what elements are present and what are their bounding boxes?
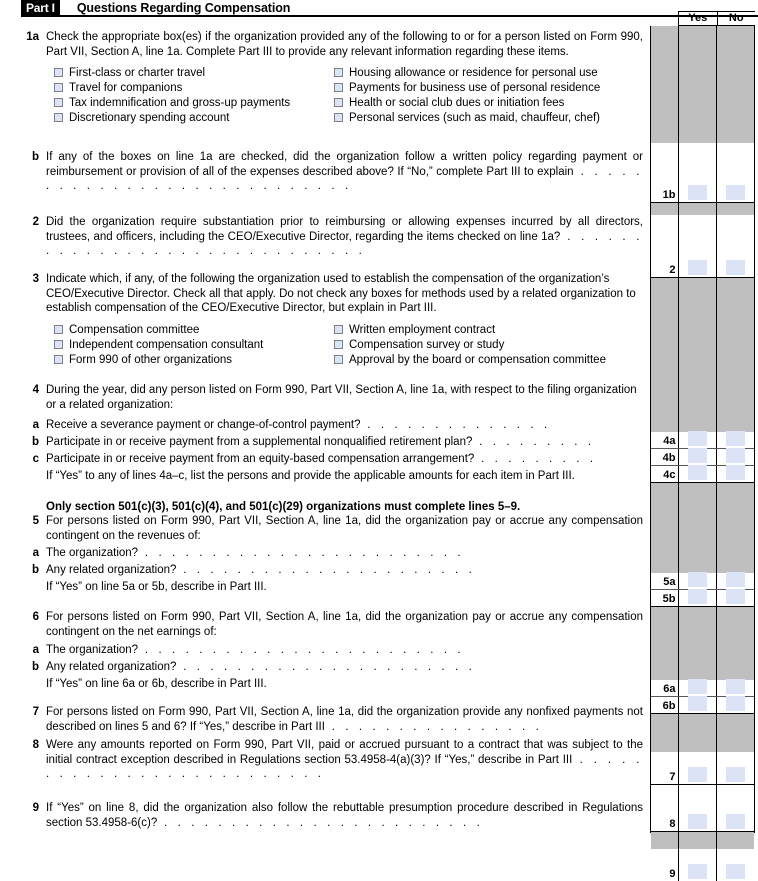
answer-row-6a <box>651 680 754 697</box>
checkbox-label: Compensation committee <box>69 324 200 336</box>
part-number-tag: Part I <box>21 0 60 15</box>
part-title: Questions Regarding Compensation <box>76 0 291 15</box>
leader-dots-4a: . . . . . . . . . . . . . . <box>360 419 551 431</box>
checkbox-housing-allowance[interactable] <box>334 66 598 80</box>
answer-box-4c-no[interactable] <box>726 465 745 480</box>
answer-box-4b-no[interactable] <box>726 448 745 463</box>
checkbox-icon[interactable] <box>54 355 63 364</box>
answer-row-1b-no[interactable] <box>716 143 754 202</box>
question-7 <box>20 705 645 734</box>
question-4c <box>20 452 645 467</box>
question-4b-text <box>46 435 643 450</box>
only-section-note-text: Only section 501(c)(3), 501(c)(4), and 501(c)(29) organizations must complete lines 5–9. <box>46 501 521 513</box>
answer-box-5b-no[interactable] <box>726 589 745 604</box>
answer-row-4b-yes[interactable] <box>678 449 716 465</box>
question-4c-text <box>46 452 643 467</box>
leader-dots-5a: . . . . . . . . . . . . . . . . . . . . . . . . <box>138 547 465 559</box>
question-1a <box>20 30 645 59</box>
question-6b-text <box>46 660 643 675</box>
question-1b-label: b <box>31 151 39 163</box>
answer-row-6b-yes[interactable] <box>678 697 716 713</box>
answer-box-9-no[interactable] <box>726 864 745 879</box>
question-8-text <box>46 738 643 782</box>
answer-row-5b-yes[interactable] <box>678 590 716 606</box>
checkbox-form-990-other-orgs[interactable] <box>54 353 232 367</box>
answer-row-4c-no[interactable] <box>716 466 754 482</box>
checkbox-label: Travel for companions <box>69 82 183 94</box>
answer-box-4b-yes[interactable] <box>688 448 707 463</box>
answer-box-6b-no[interactable] <box>726 696 745 711</box>
question-6a <box>20 643 645 658</box>
answer-row-6a-number: 6a <box>663 683 676 695</box>
answer-row-9-no[interactable] <box>716 849 754 881</box>
question-1a-label: 1a <box>26 31 39 43</box>
checkbox-health-club-dues[interactable] <box>334 96 564 110</box>
checkbox-icon[interactable] <box>54 113 63 122</box>
question-6 <box>20 610 645 639</box>
question-4a-body: Receive a severance payment or change-of-control payment? <box>46 419 361 431</box>
leader-dots-2: . . . . . . . . . . . . . . . . . . . . . . . . . . . . . . <box>46 230 644 258</box>
checkbox-label: Written employment contract <box>349 324 496 336</box>
answer-row-8 <box>651 785 754 832</box>
answer-box-5a-no[interactable] <box>726 572 745 587</box>
answer-row-5a-no[interactable] <box>716 573 754 589</box>
answer-box-6a-yes[interactable] <box>688 679 707 694</box>
answer-row-6b-no[interactable] <box>716 697 754 713</box>
answer-row-7-number: 7 <box>669 771 676 783</box>
checkbox-compensation-survey[interactable] <box>334 338 504 352</box>
answer-box-1b-yes[interactable] <box>688 185 707 200</box>
checkbox-icon[interactable] <box>334 83 343 92</box>
question-1b <box>20 150 645 194</box>
question-7-body: For persons listed on Form 990, Part VII, Section A, line 1a, did the organization provide any nonfixed payments not described on lines 5 and 6? If “Yes,” describe in Part III <box>46 706 643 733</box>
leader-dots-6b: . . . . . . . . . . . . . . . . . . . . . . <box>176 661 476 673</box>
answer-row-7-no[interactable] <box>716 752 754 784</box>
question-9-text <box>46 801 643 830</box>
answer-row-5a-yes[interactable] <box>678 573 716 589</box>
answer-row-5b <box>651 590 754 607</box>
checkbox-icon[interactable] <box>54 68 63 77</box>
answer-column <box>650 11 755 880</box>
leader-dots-4c: . . . . . . . . . <box>474 453 597 465</box>
answer-row-1b <box>651 143 754 203</box>
checkbox-personal-services[interactable] <box>334 111 600 125</box>
answer-row-5b-number: 5b <box>662 593 676 605</box>
leader-dots-4b: . . . . . . . . . <box>472 436 595 448</box>
answer-box-8-no[interactable] <box>726 814 745 829</box>
answer-box-2-no[interactable] <box>726 260 745 275</box>
checkbox-icon[interactable] <box>54 98 63 107</box>
checkbox-label: Personal services (such as maid, chauffeur, chef) <box>349 112 600 124</box>
question-2 <box>20 215 645 259</box>
question-2-label: 2 <box>32 216 39 228</box>
question-5-text: For persons listed on Form 990, Part VII, Section A, line 1a, did the organization pay or accrue any compensation contingent on the revenues of: <box>46 515 643 542</box>
checkbox-label: Payments for business use of personal residence <box>349 82 601 94</box>
checkbox-label: Independent compensation consultant <box>69 339 264 351</box>
answer-box-1b-no[interactable] <box>726 185 745 200</box>
question-4 <box>20 383 645 412</box>
question-3-label: 3 <box>32 273 39 285</box>
only-section-note <box>20 500 645 515</box>
answer-row-4b-no[interactable] <box>716 449 754 465</box>
question-4c-body: Participate in or receive payment from an equity-based compensation arrangement? <box>46 453 475 465</box>
question-4a-label: a <box>32 419 39 431</box>
answer-box-7-no[interactable] <box>726 767 745 782</box>
question-4-label: 4 <box>32 384 39 396</box>
question-5b-body: Any related organization? <box>46 564 177 576</box>
question-5a-label: a <box>32 547 39 559</box>
checkbox-icon[interactable] <box>334 98 343 107</box>
question-4-note <box>20 469 645 484</box>
checkbox-icon[interactable] <box>54 83 63 92</box>
question-6a-label: a <box>32 644 39 656</box>
question-1a-text: Check the appropriate box(es) if the organization provided any of the following to or for a person listed on Form 990, Part VII, Section A, line 1a. Complete Part III to provide any relevant information regarding these items. <box>46 31 643 58</box>
leader-dots-9: . . . . . . . . . . . . . . . . . . . . . . . . <box>157 816 484 829</box>
question-6-note-text: If “Yes” on line 6a or 6b, describe in Part III. <box>46 678 267 690</box>
question-9-body: If “Yes” on line 8, did the organization also follow the rebuttable presumption procedure described in Regulations section 53.4958-6(c)? <box>46 802 643 829</box>
answer-row-4a-yes[interactable] <box>678 432 716 448</box>
answer-box-2-yes[interactable] <box>688 260 707 275</box>
question-9-label: 9 <box>32 802 39 814</box>
answer-row-6-intro-shaded <box>651 607 754 680</box>
question-6a-body: The organization? <box>46 644 139 656</box>
question-2-body: Did the organization require substantiation prior to reimbursing or allowing expenses incurred by all directors, trustees, and officers, including the CEO/Executive Director, regarding the items checked on line 1a? <box>46 216 643 243</box>
question-5-label: 5 <box>32 515 39 527</box>
checkbox-discretionary-spending[interactable] <box>54 111 229 125</box>
checkbox-label: Health or social club dues or initiation fees <box>349 97 565 109</box>
answer-row-8-yes[interactable] <box>678 785 716 831</box>
question-8-body: Were any amounts reported on Form 990, Part VII, paid or accrued pursuant to a contract that was subject to the initial contract exception described in Regulations section 53.4958-4(a)(3)? If “Yes,” describe in Part III <box>46 739 643 766</box>
answer-row-5b-no[interactable] <box>716 590 754 606</box>
question-5a-body: The organization? <box>46 547 139 559</box>
checkbox-travel-for-companions[interactable] <box>54 81 182 95</box>
answer-row-9-yes[interactable] <box>678 849 716 881</box>
question-5 <box>20 514 645 543</box>
question-1b-text <box>46 150 643 194</box>
leader-dots-7: . . . . . . . . . . . . . . . . <box>324 720 543 733</box>
checkbox-icon[interactable] <box>334 68 343 77</box>
answer-row-5-intro-shaded <box>651 483 754 573</box>
checkbox-icon[interactable] <box>334 325 343 334</box>
answer-row-8-no[interactable] <box>716 785 754 831</box>
answer-spacer-3 <box>651 832 754 849</box>
question-4b-label: b <box>31 436 39 448</box>
question-6b-body: Any related organization? <box>46 661 177 673</box>
question-5-note <box>20 580 645 595</box>
checkbox-written-employment-contract[interactable] <box>334 323 495 337</box>
checkbox-label: Form 990 of other organizations <box>69 354 233 366</box>
leader-dots-6a: . . . . . . . . . . . . . . . . . . . . . . . . <box>138 644 465 656</box>
answer-row-6b <box>651 697 754 714</box>
checkbox-icon[interactable] <box>334 340 343 349</box>
answer-rows <box>650 26 755 880</box>
checkbox-icon[interactable] <box>54 340 63 349</box>
answer-row-1b-yes[interactable] <box>678 143 716 202</box>
question-4b <box>20 435 645 450</box>
question-5a-text <box>46 546 643 561</box>
checkbox-icon[interactable] <box>334 355 343 364</box>
question-6a-text <box>46 643 643 658</box>
question-6-note <box>20 677 645 692</box>
answer-row-9 <box>651 849 754 881</box>
answer-row-9-number: 9 <box>669 868 676 880</box>
checkbox-label: Housing allowance or residence for personal use <box>349 67 598 79</box>
answer-row-3-shaded <box>651 278 754 432</box>
checkbox-independent-consultant[interactable] <box>54 338 263 352</box>
question-1b-body: If any of the boxes on line 1a are checked, did the organization follow a written policy regarding payment or reimbursement or provision of all of the expenses described above? If “No,” complete Part III to explain <box>46 151 643 178</box>
checkbox-icon[interactable] <box>54 325 63 334</box>
question-6-text: For persons listed on Form 990, Part VII, Section A, line 1a, did the organization pay or accrue any compensation contingent on the net earnings of: <box>46 611 643 638</box>
question-8 <box>20 738 645 782</box>
checkbox-label: First-class or charter travel <box>69 67 206 79</box>
checkbox-compensation-committee[interactable] <box>54 323 199 337</box>
answer-box-5b-yes[interactable] <box>688 589 707 604</box>
question-7-text <box>46 705 643 734</box>
leader-dots-8: . . . . . . . . . . . . . . . . . . . . . . . . . . <box>46 753 643 781</box>
yes-column-header: Yes <box>678 12 717 25</box>
answer-row-6b-number: 6b <box>662 700 676 712</box>
leader-dots-5b: . . . . . . . . . . . . . . . . . . . . . . <box>176 564 476 576</box>
question-4a <box>20 418 645 433</box>
question-5b-text <box>46 563 643 578</box>
question-2-text <box>46 215 643 259</box>
checkbox-label: Compensation survey or study <box>349 339 505 351</box>
answer-box-6b-yes[interactable] <box>688 696 707 711</box>
answer-row-4a-number: 4a <box>663 435 676 447</box>
answer-row-5a <box>651 573 754 590</box>
yes-no-header <box>678 11 755 26</box>
checkbox-label: Approval by the board or compensation committee <box>349 354 606 366</box>
checkbox-label: Tax indemnification and gross-up payments <box>69 97 291 109</box>
checkbox-label: Discretionary spending account <box>69 112 230 124</box>
answer-row-8-number: 8 <box>669 818 676 830</box>
question-4-text: During the year, did any person listed on Form 990, Part VII, Section A, line 1a, with respect to the filing organization or a related organization: <box>46 384 637 411</box>
answer-row-6a-yes[interactable] <box>678 680 716 696</box>
answer-box-4c-yes[interactable] <box>688 465 707 480</box>
answer-row-1b-number: 1b <box>662 189 676 201</box>
answer-box-8-yes[interactable] <box>688 814 707 829</box>
answer-box-7-yes[interactable] <box>688 767 707 782</box>
question-5-note-text: If “Yes” on line 5a or 5b, describe in Part III. <box>46 581 267 593</box>
answer-row-2-no[interactable] <box>716 215 754 277</box>
answer-row-5a-number: 5a <box>663 576 676 588</box>
answer-box-4a-yes[interactable] <box>688 431 707 446</box>
answer-row-4c-number: 4c <box>663 469 676 481</box>
answer-box-6a-no[interactable] <box>726 679 745 694</box>
answer-box-9-yes[interactable] <box>688 864 707 879</box>
answer-spacer-1 <box>651 203 754 215</box>
answer-box-5a-yes[interactable] <box>688 572 707 587</box>
answer-row-4a-no[interactable] <box>716 432 754 448</box>
question-4-note-text: If “Yes” to any of lines 4a–c, list the persons and provide the applicable amounts for each item in Part III. <box>46 470 575 482</box>
answer-box-4a-no[interactable] <box>726 431 745 446</box>
answer-row-1a-shaded <box>651 26 754 143</box>
question-5b-label: b <box>31 564 39 576</box>
answer-row-7-yes[interactable] <box>678 752 716 784</box>
question-6b <box>20 660 645 675</box>
answer-row-2-number: 2 <box>669 264 676 276</box>
question-9 <box>20 801 645 830</box>
question-5b <box>20 563 645 578</box>
part-banner <box>21 0 758 17</box>
answer-row-2-yes[interactable] <box>678 215 716 277</box>
leader-dots-1b: . . . . . . . . . . . . . . . . . . . . . . . . . . . . <box>46 165 643 193</box>
question-6b-label: b <box>31 661 39 673</box>
checkbox-tax-indemnification[interactable] <box>54 96 290 110</box>
answer-row-2 <box>651 215 754 278</box>
question-6-label: 6 <box>32 611 39 623</box>
answer-row-4b-number: 4b <box>662 452 676 464</box>
question-4b-body: Participate in or receive payment from a supplemental nonqualified retirement plan? <box>46 436 473 448</box>
checkbox-board-approval[interactable] <box>334 353 606 367</box>
answer-row-6a-no[interactable] <box>716 680 754 696</box>
answer-spacer-2 <box>651 714 754 752</box>
checkbox-business-use-residence[interactable] <box>334 81 600 95</box>
question-4a-text <box>46 418 643 433</box>
question-3-text: Indicate which, if any, of the following the organization used to establish the compensation of the organization’s CEO/Executive Director. Check all that apply. Do not check any boxes for methods used by a related organization to establish compensation of the CEO/Executive Director, but explain in Part III. <box>46 273 636 315</box>
checkbox-first-class-travel[interactable] <box>54 66 205 80</box>
answer-row-4a <box>651 432 754 449</box>
answer-row-4c-yes[interactable] <box>678 466 716 482</box>
checkbox-icon[interactable] <box>334 113 343 122</box>
question-3 <box>20 272 645 316</box>
no-column-header: No <box>717 12 756 25</box>
answer-row-4c <box>651 466 754 483</box>
answer-row-4b <box>651 449 754 466</box>
question-7-label: 7 <box>32 706 39 718</box>
question-4c-label: c <box>32 453 39 465</box>
answer-row-7 <box>651 752 754 785</box>
question-8-label: 8 <box>32 739 39 751</box>
question-5a <box>20 546 645 561</box>
